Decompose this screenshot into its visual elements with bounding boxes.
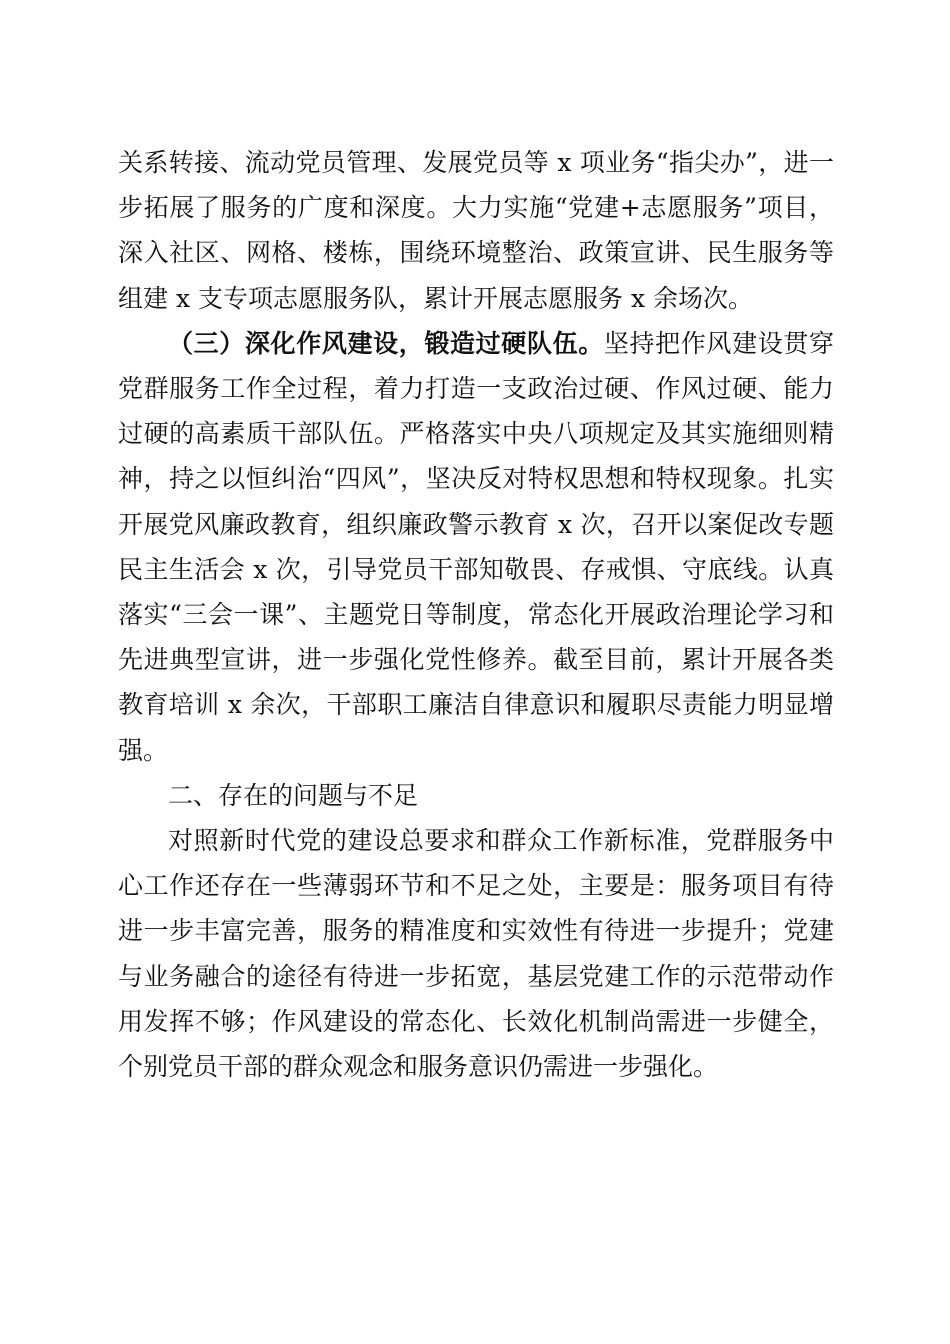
subheading-work-style: （三）深化作风建设，锻造过硬队伍。 xyxy=(168,328,604,358)
paragraph-work-style xyxy=(118,321,834,773)
paragraph-work-style-text: 坚持把作风建设贯穿党群服务工作全过程，着力打造一支政治过硬、作风过硬、能力过硬的高素质干部队伍。严格落实中央八项规定及其实施细则精神，持之以恒纠治“四风”，坚决反对特权思想和特权现象。扎实开展党风廉政教育，组织廉政警示教育 x 次，召开以案促改专题民主生活会 x 次，引导党员干部知敬畏、存戒惧、守底线。认真落实“三会一课”、主题党日等制度，常态化开展政治理论学习和先进典型宣讲，进一步强化党性修养。截至目前，累计开展各类教育培训 x 余次，干部职工廉洁自律意识和履职尽责能力明显增强。 xyxy=(118,328,834,765)
document-body xyxy=(118,140,834,1089)
paragraph-volunteer-services: 关系转接、流动党员管理、发展党员等 x 项业务“指尖办”，进一步拓展了服务的广度和深度。大力实施“党建+志愿服务”项目，深入社区、网格、楼栋，围绕环境整治、政策宣讲、民生服务等组建 x 支专项志愿服务队，累计开展志愿服务 x 余场次。 xyxy=(118,148,834,313)
section-heading-problems: 二、存在的问题与不足 xyxy=(168,780,419,810)
paragraph-problems: 对照新时代党的建设总要求和群众工作新标准，党群服务中心工作还存在一些薄弱环节和不足之处，主要是：服务项目有待进一步丰富完善，服务的精准度和实效性有待进一步提升；党建与业务融合的途径有待进一步拓宽，基层党建工作的示范带动作用发挥不够；作风建设的常态化、长效化机制尚需进一步健全，个别党员干部的群众观念和服务意识仍需进一步强化。 xyxy=(118,826,834,1082)
